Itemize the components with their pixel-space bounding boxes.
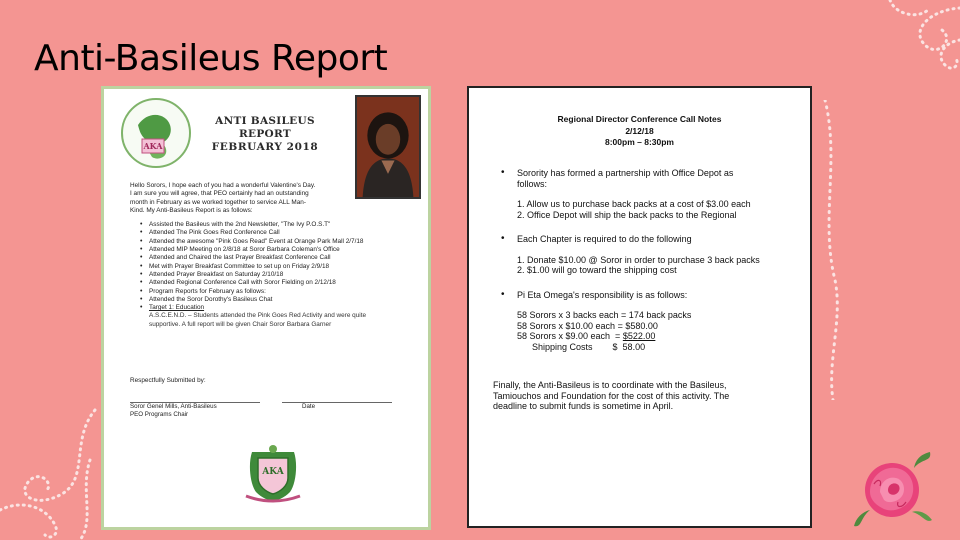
cost-calculation [501, 310, 801, 352]
conference-call-notes-page [467, 86, 812, 528]
list-item: • Assisted the Basileus with the 2nd Newsletter, "The Ivy P.O.S.T" [140, 221, 402, 229]
intro-line-2: I am sure you will agree, that PEO certainly had an outstanding [130, 190, 309, 198]
report-title-line2: FEBRUARY 2018 [211, 141, 319, 153]
signer-role: PEO Programs Chair [130, 411, 189, 419]
chapter-item-2: 2. $1.00 will go toward the shipping cost [517, 265, 677, 275]
closing-line-2: Tamiouchos and Foundation for the cost of this activity. The [493, 390, 730, 401]
slide-title: Anti-Basileus Report [34, 38, 388, 79]
calc-label: Shipping Costs [517, 341, 613, 352]
report-title [200, 115, 330, 154]
calc-value: $522.00 [622, 331, 656, 341]
intro-line-3: month in February as we worked together to service ALL Man- [130, 198, 306, 206]
list-item: • Attended the Soror Dorothy's Basileus Chat [140, 296, 402, 304]
sub-line-1: A.S.C.E.N.D. – Students attended the Pink Goes Red Activity and were quite [149, 312, 367, 320]
date-label: Date [302, 403, 316, 410]
signer-block [130, 403, 217, 419]
list-item: • Program Reports for February as follows: [140, 288, 402, 296]
closing-line-3: deadline to submit funds is sometime in April. [493, 401, 674, 412]
svg-text:AKA: AKA [143, 141, 163, 151]
list-item: • Attended Regional Conference Call with Soror Fielding on 2/12/18 [140, 279, 402, 287]
date-line [282, 402, 392, 403]
notes-body [501, 168, 801, 352]
calc-row: 58 Sorors x 3 backs each = 174 back packs [517, 310, 692, 320]
list-item: • Attended The Pink Goes Red Conference Call [140, 229, 402, 237]
bullet-partnership-line1: • Sorority has formed a partnership with Office Depot as [517, 168, 734, 178]
calc-row [517, 331, 801, 342]
greeting-line: Hello Sorors, I hope each of you had a wonderful Valentine's Day. [130, 182, 316, 189]
pearl-swirl-bottom-left [0, 400, 100, 540]
calc-row [517, 342, 801, 353]
calc-row: 58 Sorors x $10.00 each = $580.00 [517, 320, 658, 331]
bullet-responsibility: • Pi Eta Omega's responsibility is as follows: [501, 290, 801, 301]
chapter-item-1: 1. Donate $10.00 @ Soror in order to purchase 3 back packs [517, 254, 760, 265]
list-item: • Attended Prayer Breakfast on Saturday 2/10/18 [140, 271, 402, 279]
pearl-swirl-right [815, 100, 845, 400]
report-title-line1: ANTI BASILEUS REPORT [215, 115, 315, 140]
bullet-partnership-line2: follows: [517, 178, 548, 189]
calc-label: 58 Sorors x $9.00 each = [517, 331, 623, 341]
partnership-item-2: 2. Office Depot will ship the back packs to the Regional [517, 209, 737, 220]
closing-line-1: Finally, the Anti-Basileus is to coordinate with the Basileus, [493, 380, 727, 390]
rose-icon [852, 448, 934, 530]
sub-line-2: supportive. A full report will be given Chair Soror Barbara Garner [149, 320, 332, 328]
bullet-chapter: • Each Chapter is required to do the following [501, 234, 801, 245]
anti-basileus-report-page [101, 86, 431, 530]
svg-text:AKA: AKA [262, 467, 284, 477]
chapter-logo-icon [118, 95, 194, 171]
pearl-swirl-top-right [850, 0, 960, 80]
list-item-target: • Target 1: Education [140, 304, 402, 312]
notes-heading: Regional Director Conference Call Notes [557, 114, 722, 124]
activity-list [130, 221, 402, 329]
notes-date: 2/12/18 [625, 125, 654, 136]
list-item: • Met with Prayer Breakfast Committee to set up on Friday 2/9/18 [140, 263, 402, 271]
notes-heading-block [469, 114, 810, 149]
list-item: • Attended the awesome "Pink Goes Read" Event at Orange Park Mall 2/7/18 [140, 238, 402, 246]
partnership-item-1: 1. Allow us to purchase back packs at a cost of $3.00 each [517, 199, 751, 209]
respectfully-submitted: Respectfully Submitted by: [130, 377, 206, 384]
signer-name: Soror Genel Mills, Anti-Basileus [130, 403, 217, 410]
sorority-crest-icon [244, 444, 302, 504]
closing-paragraph [493, 380, 793, 412]
list-item: • Attended and Chaired the last Prayer Breakfast Conference Call [140, 254, 402, 262]
intro-line-4: Kind. My Anti-Basileus Report is as follows: [130, 206, 253, 214]
report-body [130, 182, 402, 329]
notes-time: 8:00pm – 8:30pm [605, 137, 674, 147]
list-item: • Attended MIP Meeting on 2/8/18 at Soror Barbara Coleman's Office [140, 246, 402, 254]
bullet-partnership [501, 168, 801, 189]
calc-value: $ 58.00 [612, 341, 646, 352]
